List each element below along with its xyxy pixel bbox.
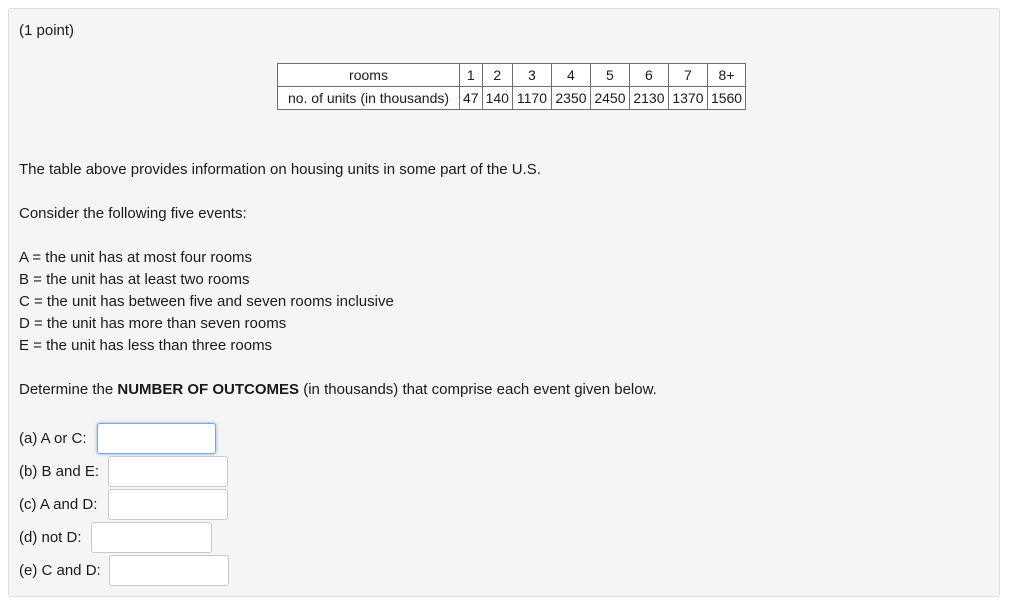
determine-bold: NUMBER OF OUTCOMES: [117, 381, 300, 398]
answer-c-input[interactable]: [108, 489, 228, 520]
housing-table: [277, 63, 746, 110]
event-a: A = the unit has at most four rooms: [19, 249, 253, 266]
answer-b-input[interactable]: [108, 456, 228, 487]
event-e: E = the unit has less than three rooms: [19, 337, 273, 354]
question-e-label: (e) C and D:: [19, 562, 101, 579]
table-cell-room: 2: [482, 64, 512, 87]
intro-text: The table above provides information on housing units in some part of the U.S.: [19, 161, 541, 178]
question-c-label: (c) A and D:: [19, 496, 98, 513]
event-c: C = the unit has between five and seven rooms inclusive: [19, 293, 394, 310]
table-cell-room: 4: [551, 64, 590, 87]
problem-panel: [8, 8, 1000, 597]
table-cell-room: 8+: [707, 64, 745, 87]
table-header-row: [278, 64, 746, 87]
table-header-label: rooms: [278, 64, 460, 87]
table-cell-units: 2450: [590, 87, 629, 110]
table-cell-units: 2350: [551, 87, 590, 110]
determine-prefix: Determine the: [19, 381, 118, 398]
determine-text: [19, 381, 657, 399]
table-cell-room: 3: [512, 64, 551, 87]
table-row-label: no. of units (in thousands): [278, 87, 460, 110]
table-cell-room: 6: [629, 64, 668, 87]
answer-e-input[interactable]: [109, 555, 229, 586]
event-b: B = the unit has at least two rooms: [19, 271, 250, 288]
table-cell-units: 2130: [629, 87, 668, 110]
table-cell-room: 7: [668, 64, 707, 87]
answer-d-input[interactable]: [91, 522, 212, 553]
table-cell-units: 140: [482, 87, 512, 110]
table-cell-units: 1170: [512, 87, 551, 110]
consider-text: Consider the following five events:: [19, 205, 247, 222]
table-cell-units: 1370: [668, 87, 707, 110]
question-b-label: (b) B and E:: [19, 463, 100, 480]
table-data-row: [278, 87, 746, 110]
table-cell-units: 47: [460, 87, 483, 110]
determine-suffix: (in thousands) that comprise each event given below.: [299, 381, 657, 398]
table-cell-units: 1560: [707, 87, 745, 110]
answer-a-input[interactable]: [97, 423, 216, 454]
table-cell-room: 1: [460, 64, 483, 87]
points-label: (1 point): [19, 22, 75, 39]
table-cell-room: 5: [590, 64, 629, 87]
question-d-label: (d) not D:: [19, 529, 82, 546]
question-a-label: (a) A or C:: [19, 430, 87, 447]
event-d: D = the unit has more than seven rooms: [19, 315, 287, 332]
